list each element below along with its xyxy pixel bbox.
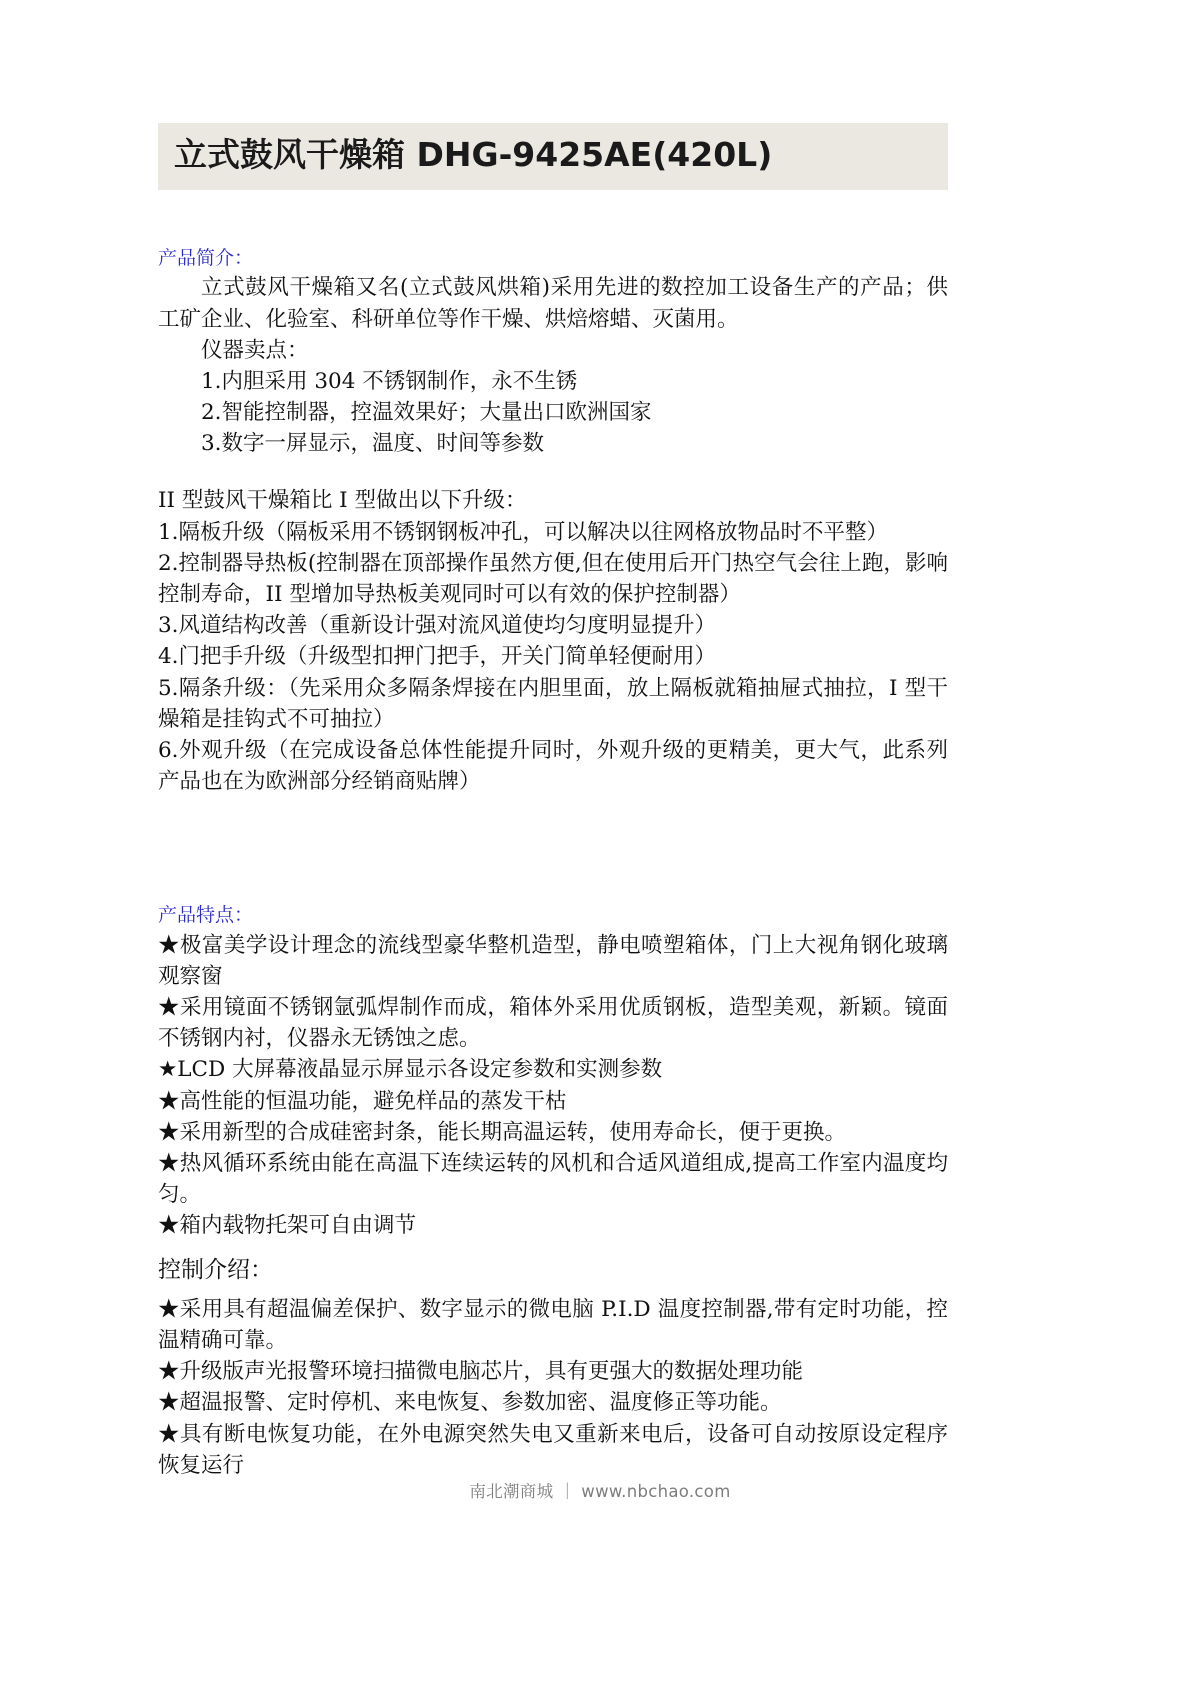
control-item: ★升级版声光报警环境扫描微电脑芯片，具有更强大的数据处理功能 xyxy=(158,1359,804,1385)
feature-item: ★极富美学设计理念的流线型豪华整机造型，静电喷塑箱体，门上大视角钢化玻璃观察窗 xyxy=(158,932,948,989)
section-control xyxy=(158,1253,948,1481)
upgrade-item: 1.隔板升级（隔板采用不锈钢钢板冲孔，可以解决以往网格放物品时不平整） xyxy=(158,519,889,545)
spacer xyxy=(158,459,948,485)
selling-point-item: 3.数字一屏显示，温度、时间等参数 xyxy=(201,431,545,457)
page-title: 立式鼓风干燥箱 DHG-9425AE(420L) xyxy=(174,135,773,174)
upgrade-item: 6.外观升级（在完成设备总体性能提升同时，外观升级的更精美，更大气，此系列产品也在为欧洲部分经销商贴牌） xyxy=(158,737,948,795)
control-item: ★具有断电恢复功能，在外电源突然失电又重新来电后，设备可自动按原设定程序恢复运行 xyxy=(158,1421,948,1478)
feature-item: ★箱内载物托架可自由调节 xyxy=(158,1213,417,1239)
spacer xyxy=(158,1241,948,1253)
selling-points-label: 仪器卖点： xyxy=(201,337,309,363)
section-heading-upgrades: II 型鼓风干燥箱比 I 型做出以下升级： xyxy=(158,488,527,514)
section-features xyxy=(158,901,948,1241)
document-content xyxy=(158,0,948,1481)
control-item: ★超温报警、定时停机、来电恢复、参数加密、温度修正等功能。 xyxy=(158,1390,782,1416)
feature-item: ★热风循环系统由能在高温下连续运转的风机和合适风道组成,提高工作室内温度均匀。 xyxy=(158,1150,948,1208)
spacer xyxy=(158,797,948,901)
page-footer: 南北潮商城 ｜ www.nbchao.com xyxy=(469,1482,731,1501)
feature-item: ★采用镜面不锈钢氩弧焊制作而成，箱体外采用优质钢板，造型美观，新颖。镜面不锈钢内衬，仪器永无锈蚀之虑。 xyxy=(158,995,948,1052)
section-heading-control: 控制介绍： xyxy=(158,1257,273,1284)
selling-point-item: 2.智能控制器，控温效果好；大量出口欧洲国家 xyxy=(201,400,652,426)
feature-item: ★采用新型的合成硅密封条，能长期高温运转，使用寿命长，便于更换。 xyxy=(158,1119,847,1145)
document-title-band xyxy=(158,123,948,190)
upgrade-item: 4.门把手升级（升级型扣押门把手，开关门简单轻便耐用） xyxy=(158,644,717,670)
intro-paragraph: 立式鼓风干燥箱又名(立式鼓风烘箱)采用先进的数控加工设备生产的产品；供工矿企业、化验室、科研单位等作干燥、烘焙熔蜡、灭菌用。 xyxy=(158,275,948,332)
feature-item: ★LCD 大屏幕液晶显示屏显示各设定参数和实测参数 xyxy=(158,1057,663,1083)
upgrade-item: 2.控制器导热板(控制器在顶部操作虽然方便,但在使用后开门热空气会往上跑，影响控制寿命，II 型增加导热板美观同时可以有效的保护控制器） xyxy=(158,550,948,607)
upgrade-item: 5.隔条升级：（先采用众多隔条焊接在内胆里面，放上隔板就箱抽屉式抽拉，I 型干燥箱是挂钩式不可抽拉） xyxy=(158,675,948,732)
upgrade-item: 3.风道结构改善（重新设计强对流风道使均匀度明显提升） xyxy=(158,613,717,639)
spacer xyxy=(158,190,948,216)
section-heading-intro: 产品简介： xyxy=(158,246,254,269)
section-heading-features: 产品特点： xyxy=(158,904,254,927)
section-upgrades xyxy=(158,485,948,797)
feature-item: ★高性能的恒温功能，避免样品的蒸发干枯 xyxy=(158,1088,567,1114)
section-product-intro xyxy=(158,244,948,460)
selling-point-item: 1.内胆采用 304 不锈钢制作，永不生锈 xyxy=(201,368,578,394)
control-item: ★采用具有超温偏差保护、数字显示的微电脑 P.I.D 温度控制器,带有定时功能，控温精确可靠。 xyxy=(158,1296,948,1354)
